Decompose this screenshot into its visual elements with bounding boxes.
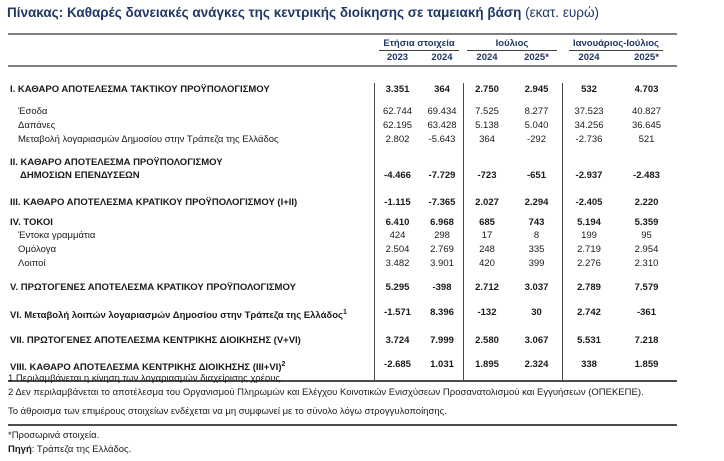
title-unit: (εκατ. ευρώ) bbox=[521, 5, 599, 20]
header-years-spacer bbox=[8, 51, 374, 64]
column-divider bbox=[374, 83, 375, 380]
table-row-iii bbox=[8, 196, 677, 209]
table-row-other-interest bbox=[8, 257, 677, 271]
cell-value: 7.218 bbox=[634, 335, 659, 347]
cell-value: -2.937 bbox=[575, 170, 603, 181]
cell-value: 37.523 bbox=[574, 106, 604, 117]
source-label: Πηγή bbox=[8, 444, 32, 455]
row-label: Ομόλογα bbox=[18, 244, 57, 255]
cell-value: -1.115 bbox=[384, 197, 411, 208]
cell-value: -132 bbox=[477, 307, 497, 318]
cell-value: 5.359 bbox=[634, 217, 659, 228]
cell-value: 5.138 bbox=[475, 120, 499, 131]
cell-value: -2.685 bbox=[384, 359, 411, 371]
cell-value: 5.295 bbox=[385, 282, 410, 293]
cell-value: 7.579 bbox=[634, 282, 659, 293]
cell-value: -5.643 bbox=[428, 134, 456, 145]
cell-value: 8.396 bbox=[430, 307, 454, 318]
footnote-marker: 1 bbox=[342, 309, 347, 316]
cell-value: 2.580 bbox=[475, 335, 499, 347]
cell-value: 4.703 bbox=[634, 84, 659, 95]
cell-value: -4.466 bbox=[384, 170, 411, 181]
header-year: 2025* bbox=[524, 52, 549, 63]
table-header-years bbox=[8, 51, 677, 65]
cell-value: 5.531 bbox=[577, 335, 601, 347]
row-label-line1: II. ΚΑΘΑΡΟ ΑΠΟΤΕΛΕΣΜΑ ΠΡΟΫΠΟΛΟΓΙΣΜΟΥ bbox=[10, 157, 223, 168]
cell-value: 8 bbox=[533, 230, 540, 241]
cell-value: 2.802 bbox=[385, 134, 410, 145]
footnote-rule bbox=[8, 424, 677, 426]
cell-value: 2.789 bbox=[577, 282, 601, 293]
cell-value: 2.742 bbox=[577, 307, 601, 318]
cell-value: 364 bbox=[479, 134, 495, 145]
cell-value: -292 bbox=[526, 134, 546, 145]
footnote-2: 2 Δεν περιλαμβάνεται το αποτέλεσμα του Οργανισμού Πληρωμών και Ελέγχου Κοινοτικών Ενισχύσεων Προσανατολισμού και Εγγυήσεων (ΟΠΕΚΕΠΕ). bbox=[8, 387, 644, 398]
table-row-expenditure bbox=[8, 119, 677, 133]
row-label bbox=[8, 306, 374, 322]
cell-value: 424 bbox=[389, 230, 406, 241]
row-label: Μεταβολή λογαριασμών Δημοσίου στην Τράπεζα της Ελλάδος bbox=[18, 134, 279, 145]
cell-value: 40.827 bbox=[631, 106, 662, 117]
cell-value: 2.954 bbox=[634, 244, 659, 255]
cell-value: 2.027 bbox=[475, 197, 499, 208]
cell-value: 36.645 bbox=[631, 120, 662, 131]
cell-value: 3.724 bbox=[385, 335, 410, 347]
cell-value: 521 bbox=[638, 134, 655, 145]
cell-value: 17 bbox=[481, 230, 493, 241]
table-row-accounts-change bbox=[8, 133, 677, 147]
table-header-groups bbox=[8, 35, 677, 51]
cell-value: 2.276 bbox=[577, 258, 601, 269]
cell-value: 1.859 bbox=[634, 359, 659, 371]
cell-value: -651 bbox=[526, 170, 546, 181]
cell-value: 3.482 bbox=[385, 258, 410, 269]
cell-value: 248 bbox=[479, 244, 495, 255]
cell-value: 5.194 bbox=[577, 217, 601, 228]
cell-value: -2.405 bbox=[575, 197, 603, 208]
column-divider bbox=[463, 83, 464, 380]
table-row-i bbox=[8, 83, 677, 96]
cell-value: 63.428 bbox=[427, 120, 457, 131]
footnote-1: 1 Περιλαμβάνεται η κίνηση των λογαριασμών διαχείρισης χρέους. bbox=[8, 373, 283, 384]
row-label: I. ΚΑΘΑΡΟ ΑΠΟΤΕΛΕΣΜΑ ΤΑΚΤΙΚΟΥ ΠΡΟΫΠΟΛΟΓΙΣΜΟΥ bbox=[10, 84, 270, 95]
cell-value: 95 bbox=[641, 230, 652, 241]
cell-value: 2.945 bbox=[524, 84, 549, 95]
cell-value: 69.434 bbox=[427, 106, 457, 117]
row-label: V. ΠΡΩΤΟΓΕΝΕΣ ΑΠΟΤΕΛΕΣΜΑ ΚΡΑΤΙΚΟΥ ΠΡΟΫΠΟΛΟΓΙΣΜΟΥ bbox=[10, 282, 296, 293]
table-row-revenue bbox=[8, 105, 677, 119]
row-label: VII. ΠΡΩΤΟΓΕΝΕΣ ΑΠΟΤΕΛΕΣΜΑ ΚΕΝΤΡΙΚΗΣ ΔΙΟΙΚΗΣΗΣ (V+VI) bbox=[10, 335, 301, 347]
footnote-marker: 2 bbox=[281, 361, 286, 369]
cell-value: 34.256 bbox=[574, 120, 604, 131]
cell-value: 2.504 bbox=[385, 244, 410, 255]
cell-value: 8.277 bbox=[524, 106, 549, 117]
table-row-bonds bbox=[8, 243, 677, 257]
row-label: Έσοδα bbox=[18, 106, 48, 117]
row-label bbox=[8, 156, 374, 182]
row-label: Έντοκα γραμμάτια bbox=[18, 230, 96, 241]
cell-value: -723 bbox=[477, 170, 497, 181]
cell-value: 335 bbox=[528, 244, 545, 255]
table-row-ii bbox=[8, 156, 677, 182]
source-text: : Τράπεζα της Ελλάδος. bbox=[31, 444, 132, 455]
cell-value: 7.999 bbox=[430, 335, 454, 347]
cell-value: 364 bbox=[434, 84, 450, 95]
cell-value: -361 bbox=[636, 307, 656, 318]
table-row-iv bbox=[8, 216, 677, 229]
header-label-spacer bbox=[8, 38, 374, 51]
cell-value: 3.067 bbox=[524, 335, 549, 347]
cell-value: -2.736 bbox=[575, 134, 603, 145]
cell-value: 685 bbox=[479, 217, 495, 228]
footnote-rounding: Το άθροισμα των επιμέρους στοιχείων ενδέχεται να μη συμφωνεί με το σύνολο λόγω στρογγυλοποίησης. bbox=[8, 406, 447, 417]
cell-value: 1.031 bbox=[430, 359, 454, 371]
cell-value: -7.365 bbox=[428, 197, 456, 208]
cell-value: 1.895 bbox=[475, 359, 499, 371]
cell-value: 399 bbox=[528, 258, 545, 269]
cell-value: -1.571 bbox=[384, 307, 411, 318]
cell-value: 62.195 bbox=[382, 120, 413, 131]
cell-value: 2.310 bbox=[634, 258, 659, 269]
cell-value: 2.294 bbox=[524, 197, 549, 208]
cell-value: 420 bbox=[479, 258, 495, 269]
cell-value: 7.525 bbox=[475, 106, 499, 117]
header-group-jan-jul: Ιανουάριος-Ιούλιος bbox=[569, 38, 663, 51]
table bbox=[8, 33, 677, 382]
header-year: 2025* bbox=[634, 52, 659, 63]
footnotes bbox=[8, 372, 708, 457]
cell-value: 3.901 bbox=[430, 258, 454, 269]
row-label-text: VI. Μεταβολή λοιπών λογαριασμών Δημοσίου στην Τράπεζα της Ελλάδος bbox=[10, 310, 343, 322]
cell-value: 743 bbox=[528, 217, 545, 228]
row-label: Λοιποί bbox=[18, 258, 46, 269]
cell-value: 2.324 bbox=[524, 359, 549, 371]
table-row-vii bbox=[8, 334, 677, 347]
header-year: 2024 bbox=[431, 52, 453, 63]
header-year: 2024 bbox=[476, 52, 498, 63]
table-body bbox=[8, 83, 677, 380]
cell-value: 2.750 bbox=[475, 84, 499, 95]
cell-value: -7.729 bbox=[428, 170, 456, 181]
cell-value: 6.410 bbox=[385, 217, 410, 228]
cell-value: 338 bbox=[581, 359, 597, 371]
header-year: 2024 bbox=[578, 52, 600, 63]
cell-value: 2.719 bbox=[577, 244, 601, 255]
cell-value: 5.040 bbox=[524, 120, 549, 131]
title-text: Πίνακας: Καθαρές δανειακές ανάγκες της κεντρικής διοίκησης σε ταμειακή βάση bbox=[7, 5, 522, 20]
cell-value: 199 bbox=[581, 230, 597, 241]
row-label: IV. ΤΟΚΟΙ bbox=[10, 217, 53, 228]
cell-value: 3.037 bbox=[524, 282, 549, 293]
cell-value: 298 bbox=[434, 230, 450, 241]
header-group-july: Ιούλιος bbox=[467, 38, 557, 51]
table-row-v bbox=[8, 281, 677, 294]
cell-value: -2.483 bbox=[633, 170, 660, 181]
header-group-annual: Ετήσια στοιχεία bbox=[379, 38, 459, 51]
table-row-tbills bbox=[8, 229, 677, 243]
cell-value: 2.220 bbox=[634, 197, 659, 208]
cell-value: 62.744 bbox=[382, 106, 413, 117]
row-label-text: VIII. ΚΑΘΑΡΟ ΑΠΟΤΕΛΕΣΜΑ ΚΕΝΤΡΙΚΗΣ ΔΙΟΙΚΗΣΗΣ (III+VI) bbox=[10, 362, 282, 374]
column-divider bbox=[562, 83, 563, 380]
table-header-rule bbox=[8, 65, 677, 67]
footnote-source bbox=[8, 443, 708, 457]
cell-value: 532 bbox=[581, 84, 597, 95]
page-title bbox=[7, 5, 722, 20]
cell-value: 3.351 bbox=[385, 84, 410, 95]
row-label: III. ΚΑΘΑΡΟ ΑΠΟΤΕΛΕΣΜΑ ΚΡΑΤΙΚΟΥ ΠΡΟΫΠΟΛΟΓΙΣΜΟΥ (I+II) bbox=[10, 197, 298, 208]
cell-value: -398 bbox=[432, 282, 452, 293]
cell-value: 6.968 bbox=[430, 217, 454, 228]
cell-value: 2.712 bbox=[475, 282, 499, 293]
cell-value: 30 bbox=[531, 307, 542, 318]
row-label-line2: ΔΗΜΟΣΙΩΝ ΕΠΕΝΔΥΣΕΩΝ bbox=[20, 170, 140, 181]
row-label: Δαπάνες bbox=[18, 120, 56, 131]
cell-value: 2.769 bbox=[430, 244, 454, 255]
table-row-vi bbox=[8, 306, 677, 322]
footnote-provisional: *Προσωρινά στοιχεία. bbox=[8, 430, 100, 441]
header-year: 2023 bbox=[386, 52, 409, 63]
